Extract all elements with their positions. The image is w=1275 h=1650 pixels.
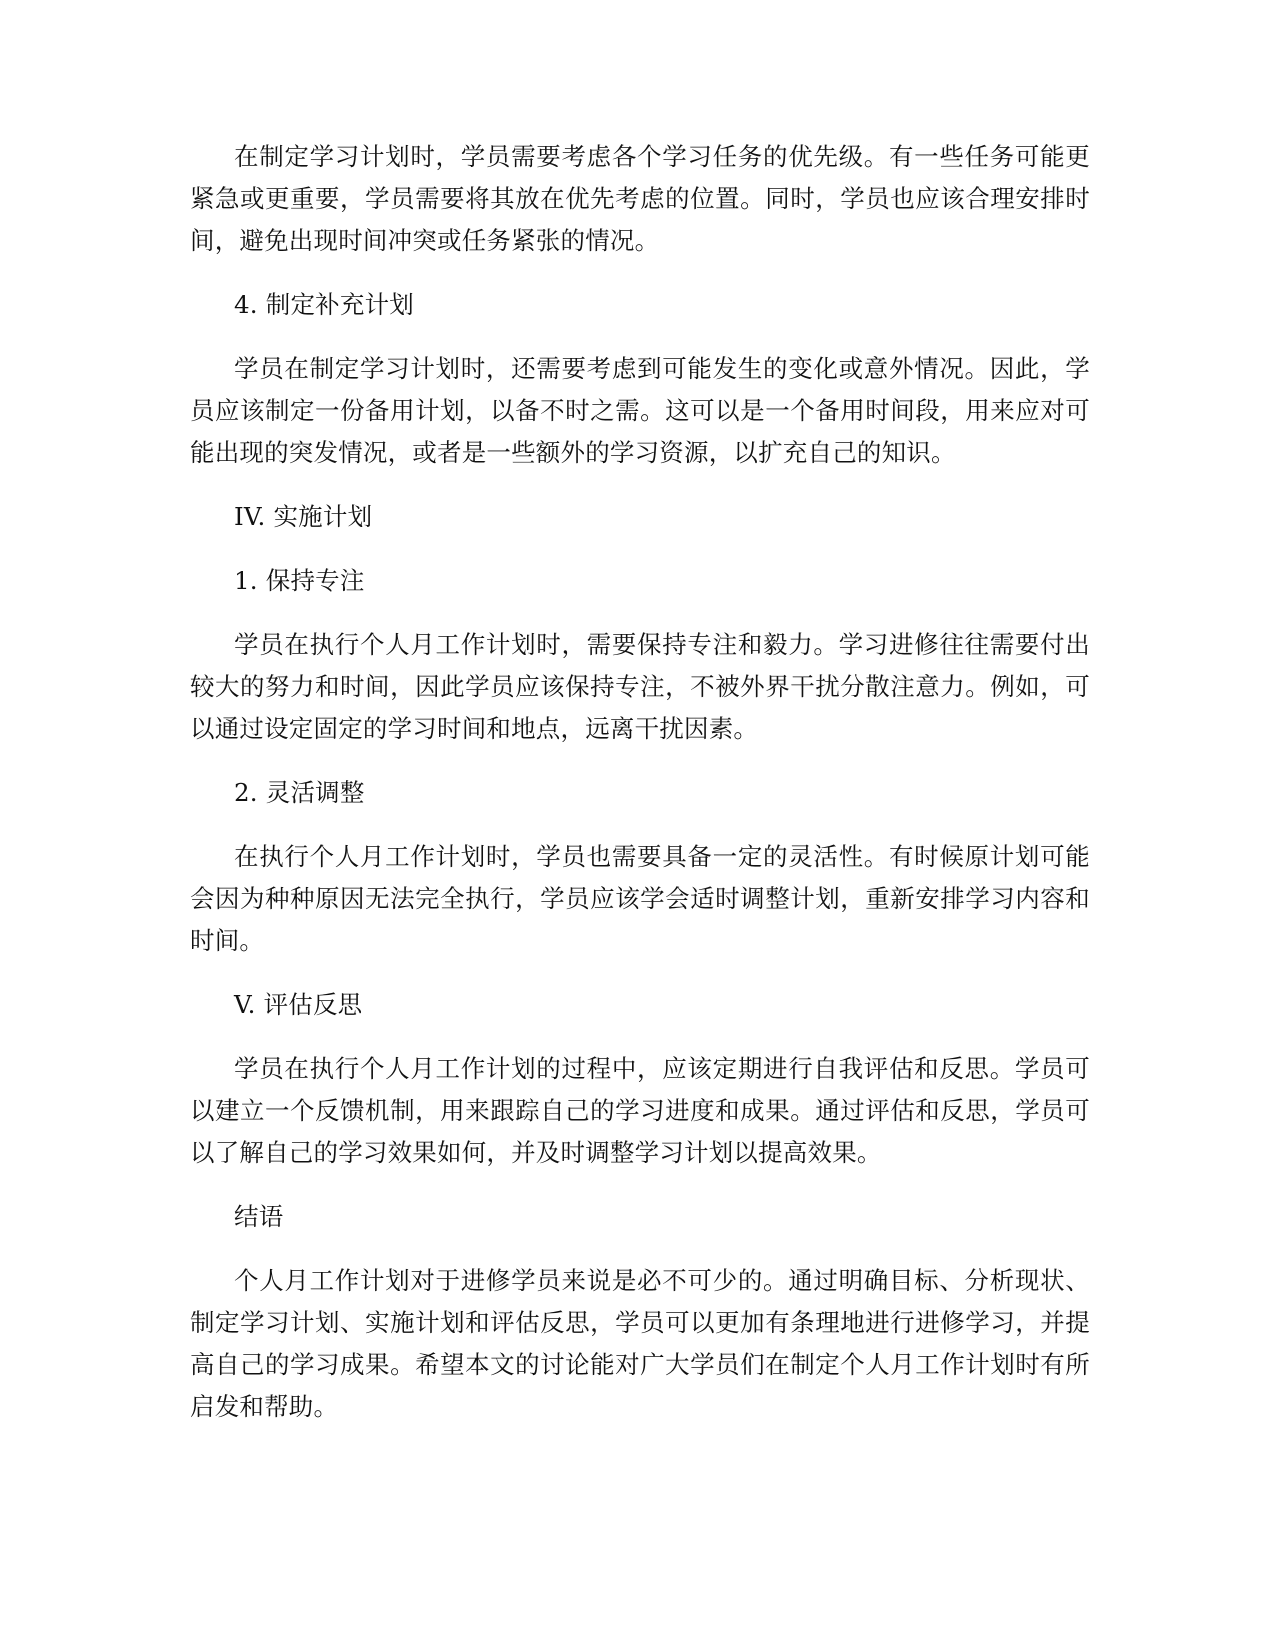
paragraph-flexible-adjustment: 在执行个人月工作计划时，学员也需要具备一定的灵活性。有时候原计划可能会因为种种原因无法完全执行，学员应该学会适时调整计划，重新安排学习内容和时间。 (190, 842, 1090, 955)
heading-conclusion: 结语 (234, 1202, 284, 1231)
paragraph-priority: 在制定学习计划时，学员需要考虑各个学习任务的优先级。有一些任务可能更紧急或更重要，学员需要将其放在优先考虑的位置。同时，学员也应该合理安排时间，避免出现时间冲突或任务紧张的情况。 (190, 142, 1090, 255)
paragraph-evaluation-reflection: 学员在执行个人月工作计划的过程中，应该定期进行自我评估和反思。学员可以建立一个反馈机制，用来跟踪自己的学习进度和成果。通过评估和反思，学员可以了解自己的学习效果如何，并及时调整学习计划以提高效果。 (190, 1054, 1090, 1167)
heading-stay-focused: 1. 保持专注 (234, 566, 365, 595)
paragraph-supplementary-plan: 学员在制定学习计划时，还需要考虑到可能发生的变化或意外情况。因此，学员应该制定一份备用计划，以备不时之需。这可以是一个备用时间段，用来应对可能出现的突发情况，或者是一些额外的学习资源，以扩充自己的知识。 (190, 354, 1090, 467)
document-body (190, 136, 1090, 1450)
heading-evaluation-reflection: V. 评估反思 (234, 990, 363, 1019)
heading-implement-plan: IV. 实施计划 (234, 502, 373, 531)
paragraph-conclusion: 个人月工作计划对于进修学员来说是必不可少的。通过明确目标、分析现状、制定学习计划、实施计划和评估反思，学员可以更加有条理地进行进修学习，并提高自己的学习成果。希望本文的讨论能对广大学员们在制定个人月工作计划时有所启发和帮助。 (190, 1266, 1090, 1421)
heading-flexible-adjustment: 2. 灵活调整 (234, 778, 365, 807)
heading-supplementary-plan: 4. 制定补充计划 (234, 290, 414, 319)
paragraph-stay-focused: 学员在执行个人月工作计划时，需要保持专注和毅力。学习进修往往需要付出较大的努力和时间，因此学员应该保持专注，不被外界干扰分散注意力。例如，可以通过设定固定的学习时间和地点，远离干扰因素。 (190, 630, 1090, 743)
